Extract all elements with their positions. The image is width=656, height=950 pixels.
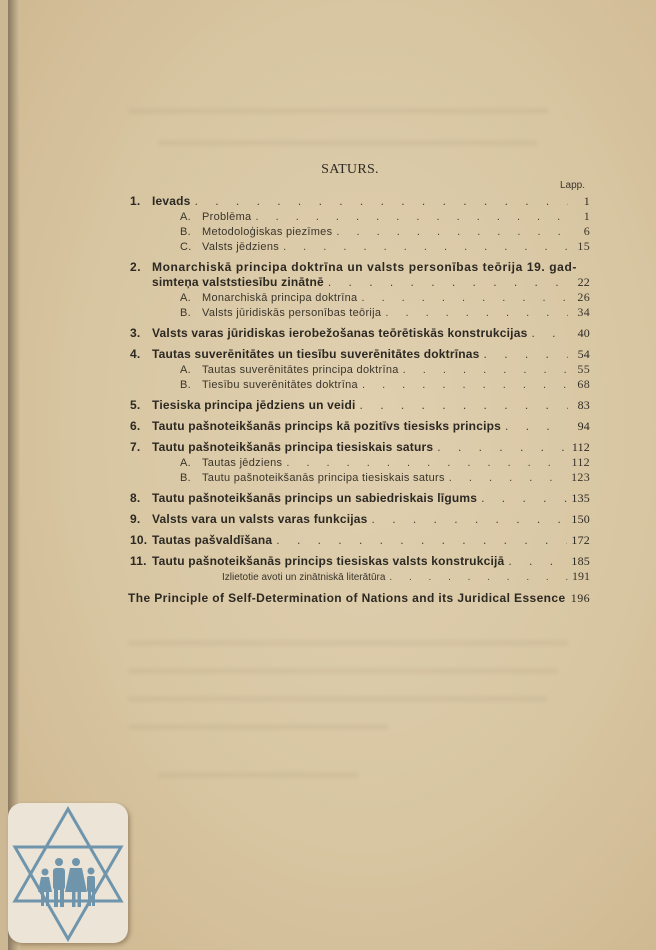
toc-entry (130, 398, 590, 413)
entry-title: Tiesiska principa jēdziens un veidi (152, 398, 356, 412)
dot-leader (336, 225, 568, 240)
dot-leader (360, 398, 568, 413)
entry-page: 83 (577, 398, 590, 412)
entry-number: 9. (130, 512, 141, 526)
entry-title: Tautas pašvaldīšana (152, 533, 273, 547)
sub-title: Valsts jēdziens (202, 241, 280, 253)
sub-page: 68 (577, 377, 590, 391)
dot-leader (531, 326, 568, 341)
dot-leader (276, 533, 567, 548)
sub-page: 6 (583, 224, 590, 238)
english-summary-page: 196 (570, 591, 590, 605)
dot-leader (449, 471, 567, 486)
sub-title: Tautas jēdziens (202, 457, 283, 469)
entry-page: 135 (571, 491, 590, 505)
sub-page: 55 (577, 362, 590, 376)
dot-leader (283, 240, 568, 255)
entry-page: 185 (571, 554, 590, 568)
entry-title: Tautu pašnoteikšanās principa tiesiskais saturs (152, 440, 434, 454)
sub-title: Valsts jūridiskās personības teōrija (202, 307, 382, 319)
dot-leader (328, 275, 568, 290)
entry-number: 10. (130, 533, 148, 547)
sub-title: Tiesību suverēnitātes doktrīna (202, 379, 358, 391)
entry-title: Tautu pašnoteikšanās princips un sabiedriskais līgums (152, 491, 478, 505)
entry-number: 2. (130, 260, 142, 274)
toc-subentry (130, 305, 590, 320)
sources-title: Izlietotie avoti un zinātniskā literātūra (222, 572, 386, 583)
entry-number: 11. (130, 554, 147, 568)
entry-title: Monarchiskā principa doktrīna un valsts personības teōrija 19. gad- (152, 260, 577, 274)
dot-leader (403, 363, 568, 378)
entry-page: 54 (577, 347, 590, 361)
sub-letter: B. (180, 472, 191, 484)
entry-number: 7. (130, 440, 141, 454)
bleed-through (158, 140, 538, 146)
toc-entry (130, 194, 590, 209)
dot-leader (362, 378, 568, 393)
dot-leader (286, 456, 567, 471)
sub-letter: B. (180, 226, 191, 238)
dot-leader (481, 491, 567, 506)
entry-title: Valsts vara un valsts varas funkcijas (152, 512, 368, 526)
page-title: SATURS. (321, 162, 379, 177)
bleed-through (128, 696, 548, 702)
bleed-through (128, 668, 558, 674)
entry-number: 5. (130, 398, 141, 412)
toc-subentry (130, 470, 590, 485)
toc-entry (130, 554, 590, 569)
toc-subentry (130, 377, 590, 392)
entry-number: 3. (130, 326, 141, 340)
toc-subentry (130, 239, 590, 254)
dot-leader (195, 194, 568, 209)
entry-title-continued: simteņa valststiesību zinātnē (152, 275, 324, 289)
dot-leader (389, 570, 568, 585)
sub-page: 34 (577, 305, 590, 319)
entry-page: 40 (577, 326, 590, 340)
dot-leader (508, 554, 567, 569)
toc-entry (130, 512, 590, 527)
toc-sources-entry (130, 569, 590, 584)
sub-letter: A. (180, 292, 191, 304)
bleed-through (128, 108, 548, 114)
entry-title: Ievads (152, 194, 191, 208)
english-summary-title: The Principle of Self-Determination of Nations and its Juridical Essence (128, 591, 566, 605)
toc-entry (130, 440, 590, 455)
star-of-david-family-icon (8, 803, 128, 943)
sub-page: 123 (571, 470, 590, 484)
sub-letter: C. (180, 241, 192, 253)
entry-title: Tautu pašnoteikšanās princips tiesiskas valsts konstrukcijā (152, 554, 505, 568)
sub-letter: B. (180, 307, 191, 319)
sub-letter: A. (180, 364, 191, 376)
entry-title: Valsts varas jūridiskas ierobežošanas teōrētiskās konstrukcijas (152, 326, 528, 340)
sub-letter: A. (180, 211, 191, 223)
entry-page: 172 (571, 533, 590, 547)
toc-entry (130, 533, 590, 548)
sub-page: 26 (577, 290, 590, 304)
dot-leader (255, 210, 568, 225)
toc-subentry (130, 455, 590, 470)
sub-title: Metodoloģiskas piezīmes (202, 226, 333, 238)
toc-entry-line1 (130, 260, 590, 275)
entry-page: 94 (577, 419, 590, 433)
toc-entry-line2 (130, 275, 590, 290)
entry-page: 150 (571, 512, 590, 526)
sub-title: Tautu pašnoteikšanās principa tiesiskais saturs (202, 472, 445, 484)
toc-subentry (130, 362, 590, 377)
sub-title: Problēma (202, 211, 252, 223)
entry-number: 1. (130, 194, 141, 208)
toc-subentry (130, 209, 590, 224)
sub-letter: A. (180, 457, 191, 469)
table-of-contents (130, 194, 590, 606)
entry-number: 4. (130, 347, 141, 361)
entry-number: 6. (130, 419, 141, 433)
sub-page: 1 (583, 209, 590, 223)
sub-page: 15 (577, 239, 590, 253)
toc-entry (130, 491, 590, 506)
toc-entry (130, 326, 590, 341)
bleed-through (128, 640, 568, 646)
dot-leader (372, 512, 568, 527)
entry-title: Tautu pašnoteikšanās princips kā pozitīvs tiesisks princips (152, 419, 502, 433)
bleed-through (128, 724, 388, 730)
toc-subentry (130, 224, 590, 239)
dot-leader (484, 347, 568, 362)
sub-letter: B. (180, 379, 191, 391)
entry-page: 112 (571, 440, 590, 454)
dot-leader (361, 291, 568, 306)
toc-english-summary (128, 591, 590, 606)
dot-leader (505, 419, 568, 434)
toc-entry (130, 347, 590, 362)
bleed-through (158, 772, 358, 778)
entry-page: 1 (583, 194, 590, 208)
toc-subentry (130, 290, 590, 305)
dot-leader (385, 306, 568, 321)
entry-number: 8. (130, 491, 141, 505)
sources-page: 191 (572, 569, 590, 583)
page-column-label: Lapp. (560, 180, 586, 191)
sub-page: 112 (571, 455, 590, 469)
entry-title: Tautas suverēnitātes un tiesību suverēnitātes doktrīnas (152, 347, 480, 361)
dot-leader (437, 440, 568, 455)
entry-page: 22 (577, 275, 590, 289)
sub-title: Tautas suverēnitātes principa doktrīna (202, 364, 399, 376)
sub-title: Monarchiskā principa doktrīna (202, 292, 358, 304)
toc-entry (130, 419, 590, 434)
